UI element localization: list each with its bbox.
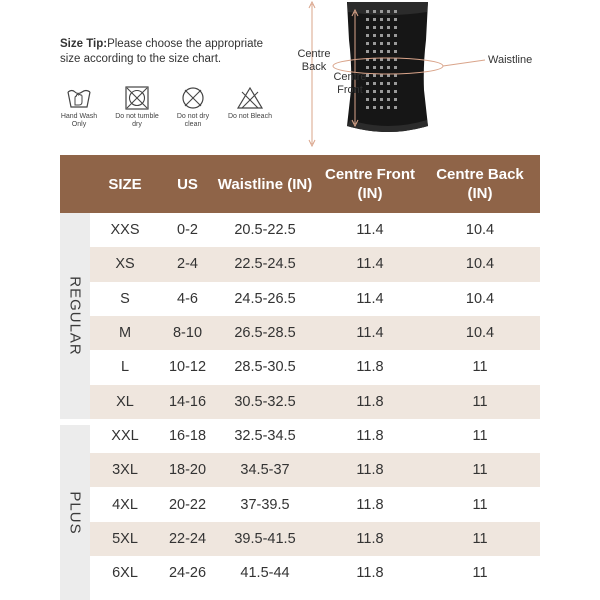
table-cell: 6XL <box>112 565 138 582</box>
no-tumble-dry-icon <box>124 86 150 110</box>
table-cell: 11.8 <box>356 530 384 547</box>
table-cell: 10.4 <box>465 222 495 239</box>
table-row <box>90 350 540 384</box>
care-no-tumble-dry <box>113 86 161 129</box>
table-cell: 20-22 <box>168 496 207 513</box>
care-label: Do not Bleach <box>228 113 272 120</box>
table-cell: 11.4 <box>356 290 384 307</box>
header-waistline: Waistline (IN) <box>217 175 313 193</box>
table-cell: 28.5-30.5 <box>234 359 296 376</box>
table-cell: 11.8 <box>356 393 384 410</box>
hand-wash-icon <box>66 86 92 110</box>
table-cell: 11.4 <box>356 256 384 273</box>
centre-back-label: Centre Back <box>297 48 331 73</box>
table-row <box>90 316 540 350</box>
table-cell: 11.8 <box>356 565 384 582</box>
size-tip-text: Please choose the appropriate size according to the size chart. <box>60 38 264 65</box>
table-row <box>90 522 540 556</box>
table-cell: 11 <box>472 393 488 410</box>
table-cell: 11 <box>472 496 488 513</box>
care-label: Do not tumble dry <box>115 113 159 128</box>
no-bleach-icon <box>236 86 264 110</box>
table-cell: 11.4 <box>356 325 384 342</box>
table-cell: 8-10 <box>172 325 203 342</box>
product-diagram <box>290 0 540 150</box>
table-cell: 4-6 <box>177 290 198 307</box>
table-cell: 20.5-22.5 <box>234 222 296 239</box>
care-label: Do not dry clean <box>176 113 210 128</box>
care-no-dry-clean <box>169 86 217 129</box>
table-cell: 14-16 <box>168 393 207 410</box>
header-us: US <box>177 175 198 193</box>
table-cell: 18-20 <box>168 462 207 479</box>
table-cell: 10.4 <box>465 325 495 342</box>
table-cell: 30.5-32.5 <box>234 393 296 410</box>
table-row <box>90 419 540 453</box>
table-cell: XS <box>115 256 135 273</box>
size-chart-table <box>60 155 540 600</box>
table-cell: 32.5-34.5 <box>234 427 296 444</box>
table-cell: XXS <box>110 222 140 239</box>
table-row <box>90 282 540 316</box>
header-centre-front: Centre Front (IN) <box>325 166 415 202</box>
table-cell: 16-18 <box>168 427 207 444</box>
table-row <box>90 247 540 281</box>
centre-front-label: Centre Front <box>333 71 367 96</box>
table-cell: 11 <box>472 530 488 547</box>
table-cell: 11.4 <box>356 222 384 239</box>
group-regular <box>60 213 90 419</box>
size-tip <box>60 37 280 67</box>
group-label-regular: REGULAR <box>66 276 84 356</box>
table-cell: 22.5-24.5 <box>234 256 296 273</box>
waistline-label: Waistline <box>488 54 533 66</box>
table-cell: 0-2 <box>177 222 198 239</box>
table-cell: 11.8 <box>356 462 384 479</box>
table-row <box>90 556 540 590</box>
table-cell: 3XL <box>112 462 138 479</box>
table-cell: 2-4 <box>177 256 198 273</box>
table-cell: 11 <box>472 427 488 444</box>
table-cell: 34.5-37 <box>240 462 290 479</box>
table-cell: 11.8 <box>356 496 384 513</box>
table-cell: 37-39.5 <box>240 496 290 513</box>
table-cell: 39.5-41.5 <box>234 530 296 547</box>
table-cell: 24.5-26.5 <box>234 290 296 307</box>
group-label-plus: PLUS <box>66 490 84 535</box>
table-cell: L <box>120 359 130 376</box>
table-row <box>90 487 540 521</box>
table-cell: 26.5-28.5 <box>234 325 296 342</box>
table-cell: 22-24 <box>168 530 207 547</box>
care-hand-wash <box>55 86 103 129</box>
table-cell: 10-12 <box>168 359 207 376</box>
table-cell: 11 <box>472 565 488 582</box>
header-centre-back: Centre Back (IN) <box>436 166 524 202</box>
group-plus <box>60 425 90 600</box>
table-row <box>90 453 540 487</box>
table-cell: 10.4 <box>465 256 495 273</box>
table-row <box>90 213 540 247</box>
table-cell: XL <box>116 393 134 410</box>
table-cell: 11 <box>472 462 488 479</box>
care-instructions <box>55 86 275 136</box>
corset-illustration <box>290 0 540 150</box>
table-cell: 11.8 <box>356 359 384 376</box>
table-row <box>90 385 540 419</box>
table-cell: M <box>118 325 132 342</box>
no-dry-clean-icon <box>180 86 206 110</box>
size-tip-label: Size Tip: <box>60 38 108 50</box>
table-cell: 11.8 <box>356 427 384 444</box>
care-label: Hand Wash Only <box>60 113 98 128</box>
table-cell: 5XL <box>112 530 138 547</box>
table-header <box>60 155 540 213</box>
table-cell: 24-26 <box>168 565 207 582</box>
table-cell: 4XL <box>112 496 138 513</box>
table-cell: S <box>120 290 130 307</box>
table-cell: XXL <box>111 427 139 444</box>
header-size: SIZE <box>108 175 142 193</box>
table-cell: 10.4 <box>465 290 495 307</box>
care-no-bleach <box>226 86 274 121</box>
table-cell: 41.5-44 <box>240 565 290 582</box>
table-cell: 11 <box>472 359 488 376</box>
